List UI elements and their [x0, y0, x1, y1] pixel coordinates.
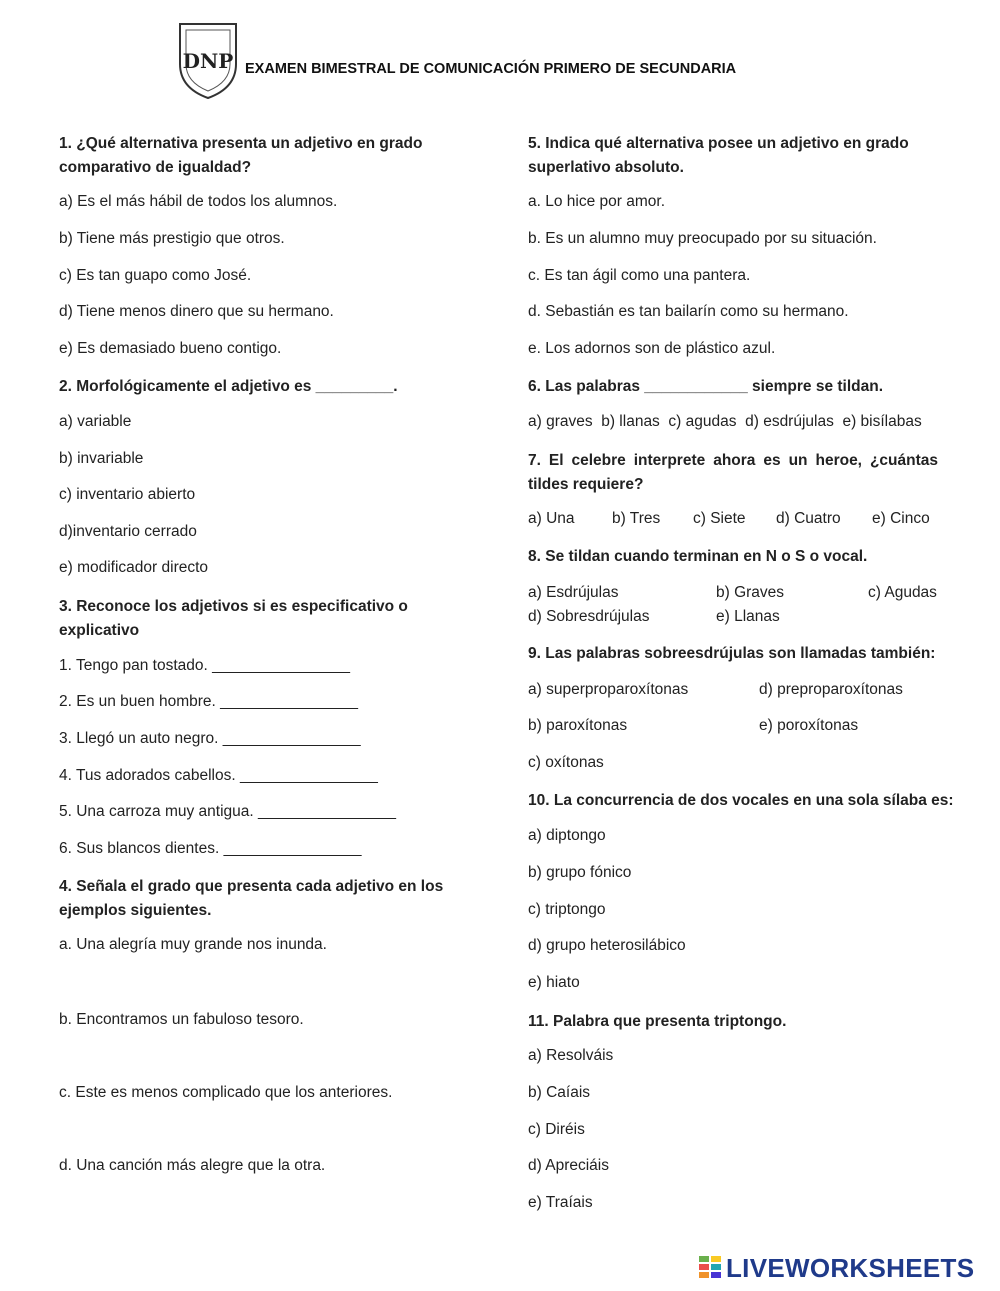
- q11-option-a[interactable]: a) Resolváis: [528, 1047, 614, 1064]
- q10-option-c[interactable]: c) triptongo: [528, 901, 606, 918]
- question-4: 4. Señala el grado que presenta cada adjetivo en los ejemplos siguientes.: [59, 878, 444, 919]
- question-8: 8. Se tildan cuando terminan en N o S o vocal.: [528, 548, 868, 565]
- q5-option-a[interactable]: a. Lo hice por amor.: [528, 193, 665, 210]
- q7-option-d[interactable]: d) Cuatro: [776, 510, 841, 527]
- q2-option-b[interactable]: b) invariable: [59, 450, 144, 467]
- q11-option-c[interactable]: c) Diréis: [528, 1121, 585, 1138]
- logo-letters: DNP: [182, 49, 234, 73]
- q10-option-e[interactable]: e) hiato: [528, 974, 580, 991]
- question-3: 3. Reconoce los adjetivos si es especificativo o explicativo: [59, 598, 408, 639]
- q3-item-6[interactable]: 6. Sus blancos dientes. ________________: [59, 840, 362, 857]
- question-10: 10. La concurrencia de dos vocales en una sola sílaba es:: [528, 792, 954, 809]
- q4-item-a[interactable]: a. Una alegría muy grande nos inunda.: [59, 936, 327, 953]
- q11-option-d[interactable]: d) Apreciáis: [528, 1157, 609, 1174]
- q7-option-c[interactable]: c) Siete: [693, 510, 746, 527]
- question-2: 2. Morfológicamente el adjetivo es _________.: [59, 378, 398, 395]
- q3-item-1[interactable]: 1. Tengo pan tostado. ________________: [59, 657, 351, 674]
- q2-option-c[interactable]: c) inventario abierto: [59, 486, 196, 503]
- q6-options[interactable]: a) graves b) llanas c) agudas d) esdrújulas e) bisílabas: [528, 413, 922, 430]
- q7-option-a[interactable]: a) Una: [528, 510, 575, 527]
- q1-option-d[interactable]: d) Tiene menos dinero que su hermano.: [59, 303, 334, 320]
- q11-option-e[interactable]: e) Traíais: [528, 1194, 593, 1211]
- q2-option-a[interactable]: a) variable: [59, 413, 132, 430]
- q8-option-a[interactable]: a) Esdrújulas: [528, 584, 619, 601]
- q4-item-b[interactable]: b. Encontramos un fabuloso tesoro.: [59, 1011, 304, 1028]
- q5-option-b[interactable]: b. Es un alumno muy preocupado por su situación.: [528, 230, 877, 247]
- q11-option-b[interactable]: b) Caíais: [528, 1084, 591, 1101]
- q1-option-c[interactable]: c) Es tan guapo como José.: [59, 267, 252, 284]
- q1-option-a[interactable]: a) Es el más hábil de todos los alumnos.: [59, 193, 338, 210]
- q2-option-d[interactable]: d)inventario cerrado: [59, 523, 197, 540]
- q5-option-d[interactable]: d. Sebastián es tan bailarín como su hermano.: [528, 303, 849, 320]
- question-1: 1. ¿Qué alternativa presenta un adjetivo en grado comparativo de igualdad?: [59, 135, 423, 176]
- q3-item-3[interactable]: 3. Llegó un auto negro. ________________: [59, 730, 361, 747]
- q8-option-e[interactable]: e) Llanas: [716, 608, 780, 625]
- q9-option-c[interactable]: c) oxítonas: [528, 754, 604, 771]
- q10-option-a[interactable]: a) diptongo: [528, 827, 606, 844]
- q4-item-c[interactable]: c. Este es menos complicado que los anteriores.: [59, 1084, 393, 1101]
- q8-option-c[interactable]: c) Agudas: [868, 584, 937, 601]
- liveworksheets-brand[interactable]: LIVEWORKSHEETS: [726, 1253, 975, 1283]
- question-6: 6. Las palabras ____________ siempre se tildan.: [528, 378, 884, 395]
- q1-option-e[interactable]: e) Es demasiado bueno contigo.: [59, 340, 282, 357]
- school-crest-logo: [176, 18, 240, 102]
- q10-option-b[interactable]: b) grupo fónico: [528, 864, 632, 881]
- q9-option-b[interactable]: b) paroxítonas: [528, 717, 628, 734]
- q8-option-b[interactable]: b) Graves: [716, 584, 785, 601]
- q2-option-e[interactable]: e) modificador directo: [59, 559, 209, 576]
- exam-title: EXAMEN BIMESTRAL DE COMUNICACIÓN PRIMERO DE SECUNDARIA: [245, 61, 737, 77]
- q9-option-d[interactable]: d) preproparoxítonas: [759, 681, 903, 698]
- question-9: 9. Las palabras sobreesdrújulas son llamadas también:: [528, 645, 936, 662]
- q3-item-5[interactable]: 5. Una carroza muy antigua. ________________: [59, 803, 396, 820]
- q7-option-e[interactable]: e) Cinco: [872, 510, 930, 527]
- q8-option-d[interactable]: d) Sobresdrújulas: [528, 608, 650, 625]
- question-7: 7. El celebre interprete ahora es un heroe, ¿cuántas tildes requiere?: [528, 452, 938, 493]
- q1-option-b[interactable]: b) Tiene más prestigio que otros.: [59, 230, 285, 247]
- q5-option-c[interactable]: c. Es tan ágil como una pantera.: [528, 267, 751, 284]
- q5-option-e[interactable]: e. Los adornos son de plástico azul.: [528, 340, 776, 357]
- q3-item-2[interactable]: 2. Es un buen hombre. ________________: [59, 693, 359, 710]
- q3-item-4[interactable]: 4. Tus adorados cabellos. ________________: [59, 767, 378, 784]
- q9-option-e[interactable]: e) poroxítonas: [759, 717, 859, 734]
- question-5: 5. Indica qué alternativa posee un adjetivo en grado superlativo absoluto.: [528, 135, 909, 176]
- q10-option-d[interactable]: d) grupo heterosilábico: [528, 937, 686, 954]
- q9-option-a[interactable]: a) superproparoxítonas: [528, 681, 689, 698]
- liveworksheets-logo-icon: [698, 1255, 724, 1285]
- question-11: 11. Palabra que presenta triptongo.: [528, 1013, 787, 1030]
- q4-item-d[interactable]: d. Una canción más alegre que la otra.: [59, 1157, 326, 1174]
- q7-option-b[interactable]: b) Tres: [612, 510, 661, 527]
